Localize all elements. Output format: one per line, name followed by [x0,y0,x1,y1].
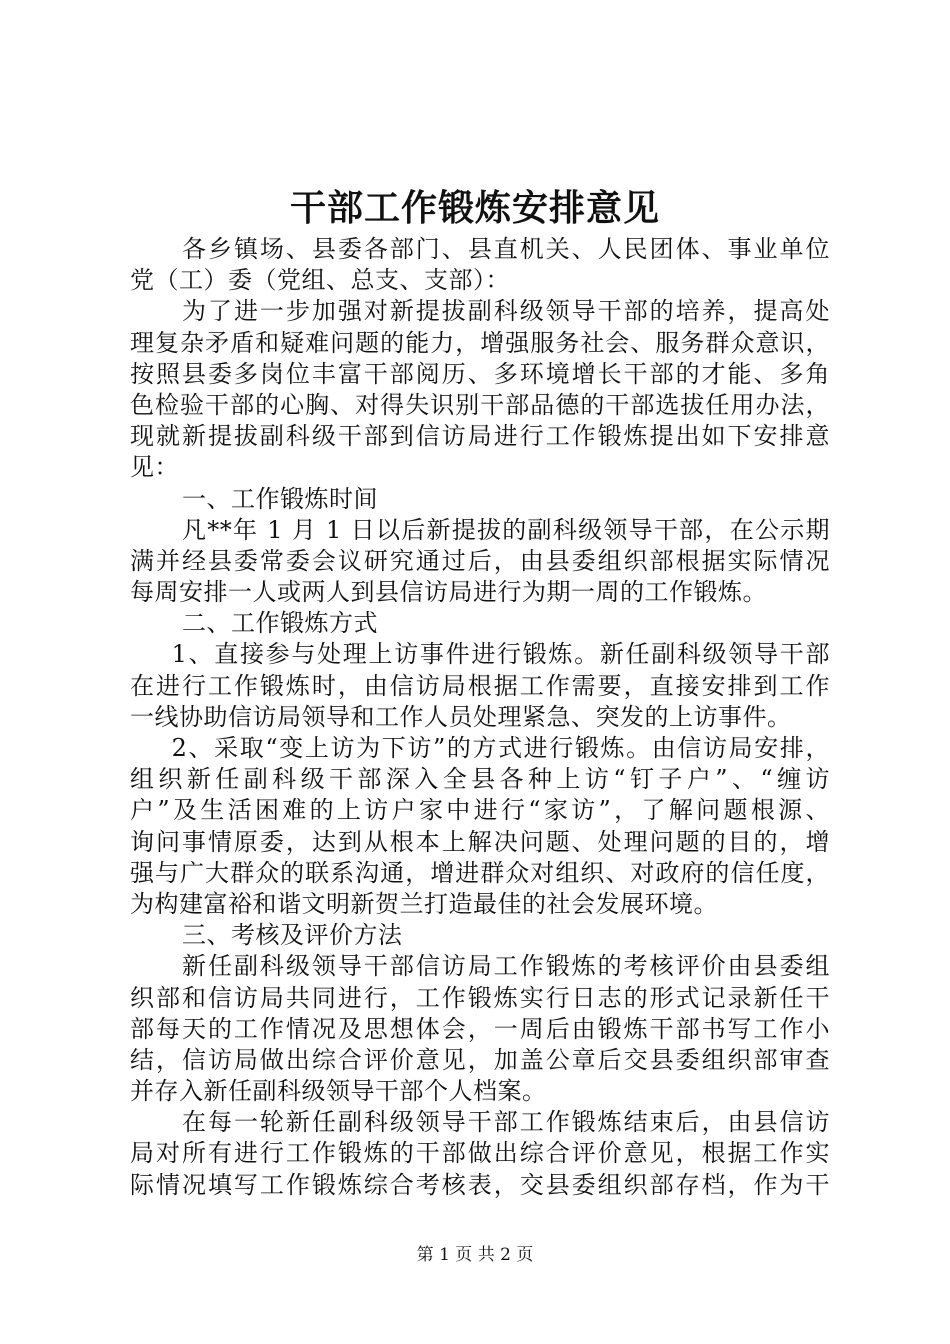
text-line: 色检验干部的心胸、对得失识别干部品德的干部选拔任用办法， [130,390,830,419]
text-line: 现就新提拔副科级干部到信访局进行工作锻炼提出如下安排意 [130,422,830,451]
text-line: 际情况填写工作锻炼综合考核表，交县委组织部存档，作为干 [130,1170,830,1199]
text-line: 2、采取“变上访为下访”的方式进行锻炼。由信访局安排， [171,734,830,762]
text-line: 见： [130,453,179,482]
text-line: 部每天的工作情况及思想体会，一周后由锻炼干部书写工作小 [130,1014,830,1043]
text-line: 1、直接参与处理上访事件进行锻炼。新任副科级领导干部 [171,640,830,669]
document-title: 干部工作锻炼安排意见 [289,187,660,229]
text-line: 并存入新任副科级领导干部个人档案。 [130,1077,547,1106]
text-line: 在每一轮新任副科级领导干部工作锻炼结束后，由县信访 [182,1108,830,1137]
text-line: 各乡镇场、县委各部门、县直机关、人民团体、事业单位 [182,235,830,263]
text-line: 局对所有进行工作锻炼的干部做出综合评价意见，根据工作实 [130,1139,830,1168]
text-line: 为构建富裕和谐文明新贺兰打造最佳的社会发展环境。 [130,889,718,918]
text-line: 按照县委多岗位丰富干部阅历、多环境增长干部的才能、多角 [130,359,830,388]
text-line: 每周安排一人或两人到县信访局进行为期一周的工作锻炼。 [130,578,767,607]
text-line: 二、工作锻炼方式 [182,609,378,638]
text-line: 三、考核及评价方法 [182,921,403,950]
text-line: 结，信访局做出综合评价意见，加盖公章后交县委组织部审查 [130,1045,830,1074]
text-line: 一线协助信访局领导和工作人员处理紧急、突发的上访事件。 [130,702,792,731]
text-line: 在进行工作锻炼时，由信访局根据工作需要，直接安排到工作 [130,671,830,700]
text-line: 织部和信访局共同进行，工作锻炼实行日志的形式记录新任干 [130,983,830,1012]
text-line: 新任副科级领导干部信访局工作锻炼的考核评价由县委组 [182,952,830,981]
page-footer: 第 1 页 共 2 页 [416,1245,534,1265]
text-line: 一、工作锻炼时间 [182,484,378,513]
text-line: 户”及生活困难的上访户家中进行“家访”，了解问题根源、 [130,796,830,825]
text-line: 凡**年 1 月 1 日以后新提拔的副科级领导干部，在公示期 [182,515,830,544]
text-line: 理复杂矛盾和疑难问题的能力，增强服务社会、服务群众意识， [130,328,830,357]
text-line: 满并经县委常委会议研究通过后，由县委组织部根据实际情况 [130,546,830,575]
text-line: 强与广大群众的联系沟通，增进群众对组织、对政府的信任度， [130,858,830,887]
document-body [130,234,830,1201]
text-line: 组织新任副科级干部深入全县各种上访“钉子户”、“缠访 [130,765,830,794]
text-line: 询问事情原委，达到从根本上解决问题、处理问题的目的，增 [130,827,830,856]
text-line: 为了进一步加强对新提拔副科级领导干部的培养，提高处 [182,297,830,326]
text-line: 党（工）委（党组、总支、支部）： [130,266,510,295]
